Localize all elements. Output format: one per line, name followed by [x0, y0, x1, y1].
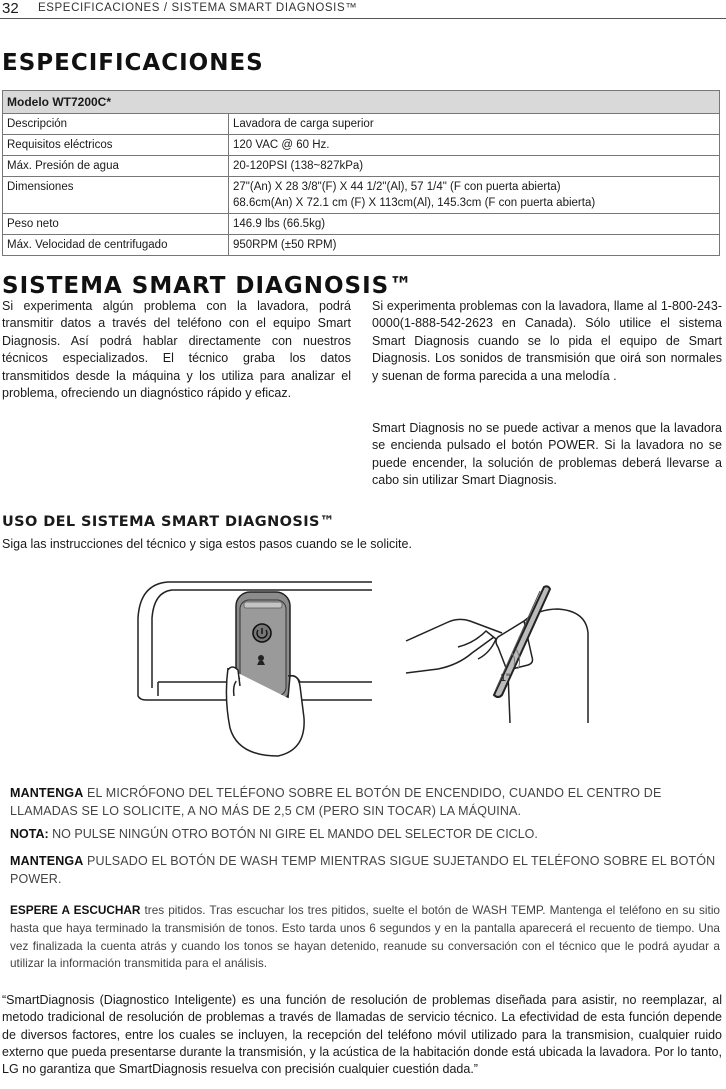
spec-value: 146.9 lbs (66.5kg) [229, 214, 720, 235]
disclaimer-paragraph: “SmartDiagnosis (Diagnostico Inteligente) es una función de resolución de problemas diseñada para asistir, no reemplazar, al metodo tradicional de resolución de problemas a través de llamadas de servicio técnico. La efectividad de esta función depende de diversos factores, entre los cuales se incluyen, la recepción del teléfono móvil utilizado para la transmision, cualquier ruido externo que pueda presentarse durante la transmisión, y la acústica de la habitación donde está ubicada la lavadora. Por lo tanto, LG no garantiza que SmartDiagnosis resuelva con precisión cualquier cuestión dada.” [2, 993, 722, 1077]
page-number: 32 [2, 0, 19, 17]
washer-phone-illustration [128, 578, 378, 758]
spec-label: Máx. Velocidad de centrifugado [3, 235, 229, 256]
table-row [3, 135, 720, 156]
header-divider [0, 18, 726, 19]
instruction-text: EL MICRÓFONO DEL TELÉFONO SOBRE EL BOTÓN DE ENCENDIDO, CUANDO EL CENTRO DE LLAMADAS SE LO SOLICITE, A NO MÁS DE 2,5 CM (PERO SIN TOCAR) LA MÁQUINA. [10, 786, 662, 818]
spec-value [229, 177, 720, 214]
spec-value: Lavadora de carga superior [229, 114, 720, 135]
table-row [3, 235, 720, 256]
table-row [3, 114, 720, 135]
instruction-hold-phone [10, 785, 720, 820]
specifications-heading: ESPECIFICACIONES [2, 50, 264, 76]
instruction-text: NO PULSE NINGÚN OTRO BOTÓN NI GIRE EL MANDO DEL SELECTOR DE CICLO. [48, 827, 538, 841]
usage-heading: USO DEL SISTEMA SMART DIAGNOSIS™ [2, 514, 335, 530]
smart-diagnosis-heading: SISTEMA SMART DIAGNOSIS™ [2, 273, 414, 299]
specifications-table [2, 90, 720, 256]
spec-value: 120 VAC @ 60 Hz. [229, 135, 720, 156]
usage-intro: Siga las instrucciones del técnico y siga estos pasos cuando se le solicite. [2, 537, 412, 551]
spec-value: 20-120PSI (138~827kPa) [229, 156, 720, 177]
instruction-hold-wash-temp [10, 853, 720, 888]
spec-label: Requisitos eléctricos [3, 135, 229, 156]
power-paragraph: Smart Diagnosis no se puede activar a menos que la lavadora se encienda pulsado el botón POWER. Si la lavadora no se puede encender, la solución de problemas deberá llevarse a cabo sin utilizar Smart Diagnosis. [372, 421, 722, 488]
dimensions-metric: 68.6cm(An) X 72.1 cm (F) X 113cm(Al), 145.3cm (F con puerta abierta) [233, 197, 596, 209]
phone-distance-illustration [398, 583, 594, 728]
instruction-note [10, 826, 720, 844]
distance-label: 1" [500, 672, 511, 684]
dimensions-imperial: 27"(An) X 28 3/8"(F) X 44 1/2"(Al), 57 1/4" (F con puerta abierta) [233, 181, 561, 193]
spec-label: Descripción [3, 114, 229, 135]
instruction-lead: NOTA: [10, 827, 49, 841]
instruction-lead: MANTENGA [10, 786, 84, 800]
model-cell: Modelo WT7200C* [3, 91, 720, 114]
table-row [3, 214, 720, 235]
instruction-lead: ESPERE A ESCUCHAR [10, 903, 141, 917]
spec-value: 950RPM (±50 RPM) [229, 235, 720, 256]
running-header: ESPECIFICACIONES / SISTEMA SMART DIAGNOSIS™ [38, 2, 358, 14]
spec-label: Máx. Presión de agua [3, 156, 229, 177]
call-paragraph: Si experimenta problemas con la lavadora, llame al 1-800-243-0000(1-888-542-2623 en Canada). Sólo utilice el sistema Smart Diagnosis cuando se lo pida el equipo de Smart Diagnosis. Los sonidos de transmisión que oirá son normales y suenan de forma parecida a una melodía . [372, 299, 722, 383]
spec-label: Dimensiones [3, 177, 229, 214]
instruction-wait-beeps [10, 902, 720, 973]
spec-label: Peso neto [3, 214, 229, 235]
intro-paragraph: Si experimenta algún problema con la lavadora, podrá transmitir datos a través del teléfono con el equipo Smart Diagnosis. Así podrá hablar directamente con nuestros técnicos especializados. El técnico graba los datos transmitidos desde la máquina y los utiliza para analizar el problema, ofreciendo un diagnóstico rápido y eficaz. [2, 299, 351, 401]
instruction-lead: MANTENGA [10, 854, 84, 868]
instruction-text: tres pitidos. Tras escuchar los tres pitidos, suelte el botón de WASH TEMP. Mantenga el teléfono en su sitio hasta que haya terminado la transmisión de tonos. Esto tarda unos 6 segundos y en la pantalla aparecerá el recuento de tiempo. Una vez finalizada la cuenta atrás y cuando los tonos se hayan detenido, reanude su conversación con el técnico que le podrá ayudar a utilizar la información transmitida para el análisis. [10, 903, 720, 971]
table-row [3, 177, 720, 214]
model-row [3, 91, 720, 114]
table-row [3, 156, 720, 177]
instruction-text: PULSADO EL BOTÓN DE WASH TEMP MIENTRAS SIGUE SUJETANDO EL TELÉFONO SOBRE EL BOTÓN POWER. [10, 854, 716, 886]
